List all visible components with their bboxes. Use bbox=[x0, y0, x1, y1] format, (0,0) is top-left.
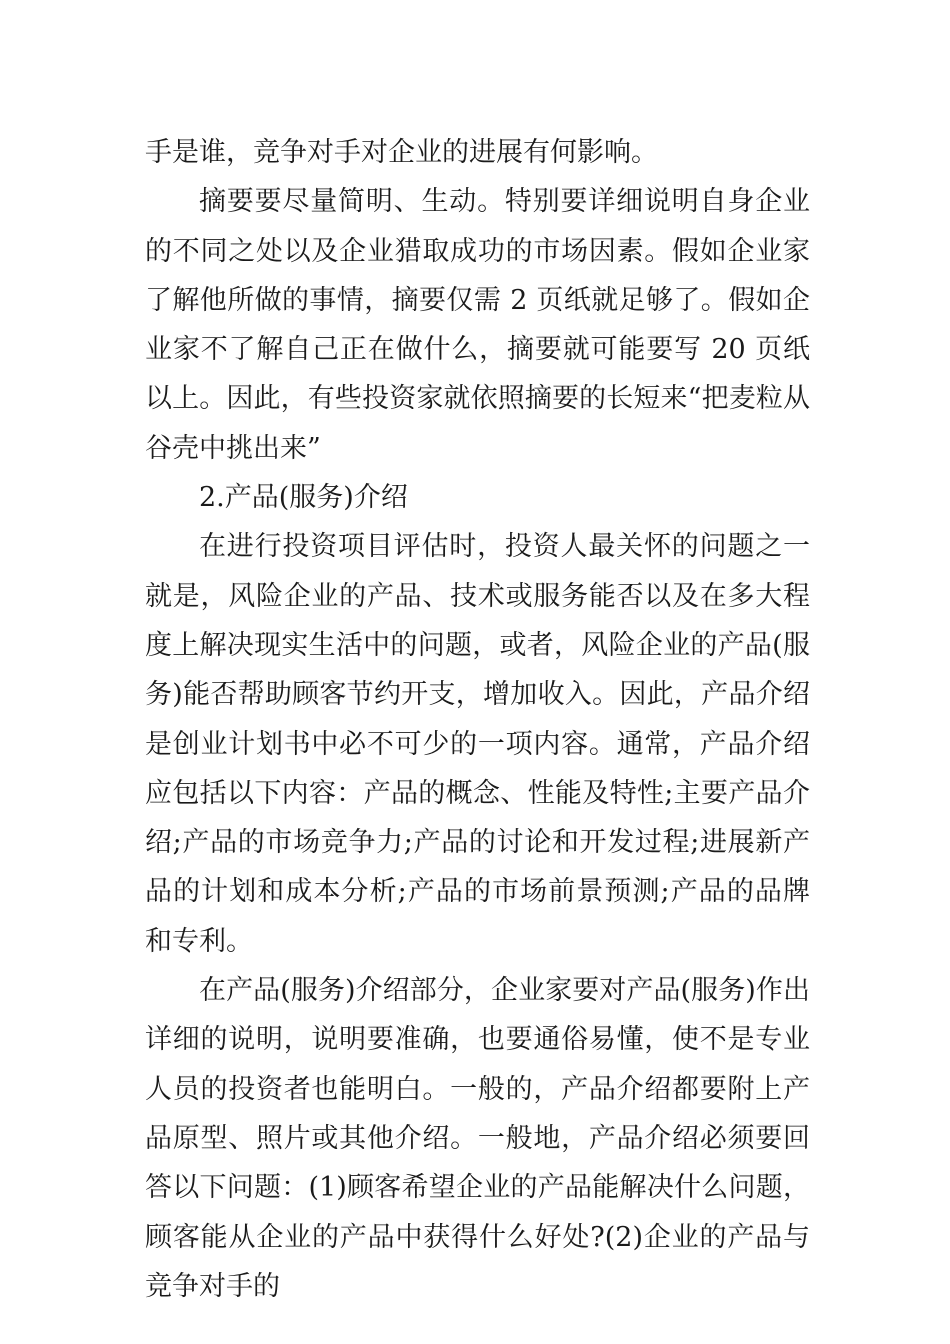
section-heading-product-intro: 2.产品(服务)介绍 bbox=[199, 482, 408, 514]
document-body bbox=[145, 128, 810, 1311]
paragraph-continuation: 手是谁，竞争对手对企业的进展有何影响。 bbox=[145, 137, 658, 168]
paragraph-product-intro: 在进行投资项目评估时，投资人最关怀的问题之一就是，风险企业的产品、技术或服务能否以及在多大程度上解决现实生活中的问题，或者，风险企业的产品(服务)能否帮助顾客节约开支，增加收入。因此，产品介绍是创业计划书中必不可少的一项内容。通常，产品介绍应包括以下内容：产品的概念、性能及特性;主要产品介绍;产品的市场竞争力;产品的讨论和开发过程;进展新产品的计划和成本分析;产品的市场前景预测;产品的品牌和专利。 bbox=[145, 531, 810, 957]
paragraph-product-details: 在产品(服务)介绍部分，企业家要对产品(服务)作出详细的说明，说明要准确，也要通俗易懂，使不是专业人员的投资者也能明白。一般的，产品介绍都要附上产品原型、照片或其他介绍。一般地，产品介绍必须要回答以下问题：(1)顾客希望企业的产品能解决什么问题，顾客能从企业的产品中获得什么好处?(2)企业的产品与竞争对手的 bbox=[145, 975, 810, 1302]
paragraph-summary-guidance: 摘要要尽量简明、生动。特别要详细说明自身企业的不同之处以及企业猎取成功的市场因素。假如企业家了解他所做的事情，摘要仅需 2 页纸就足够了。假如企业家不了解自己正在做什么，摘要就可能要写 20 页纸以上。因此，有些投资家就依照摘要的长短来“把麦粒从谷壳中挑出来” bbox=[145, 186, 810, 464]
